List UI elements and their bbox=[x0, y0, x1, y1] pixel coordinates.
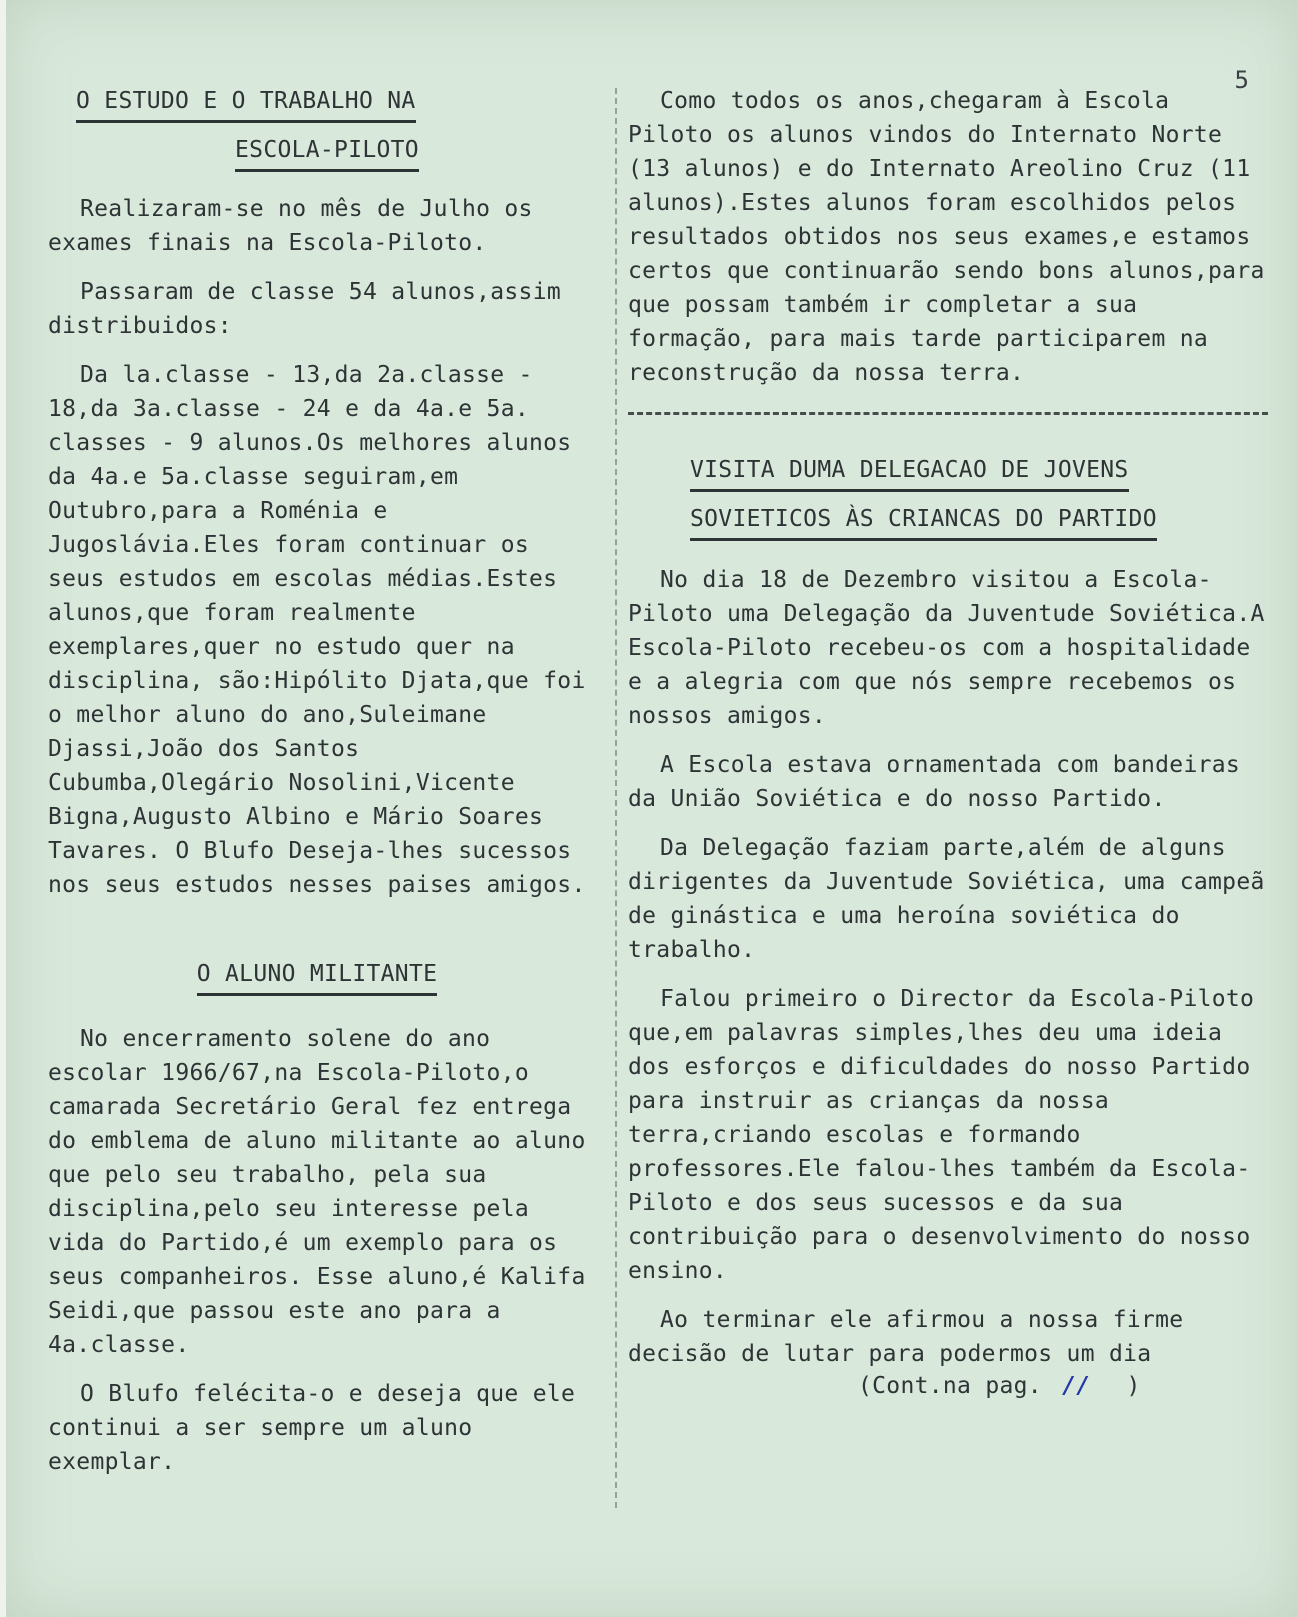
article-paragraph: Ao terminar ele afirmou a nossa firme decisão de lutar para podermos um dia bbox=[628, 1307, 1184, 1367]
article-title-text: O ALUNO MILITANTE bbox=[197, 957, 438, 996]
article-paragraph: Como todos os anos,chegaram à Escola Piloto os alunos vindos do Internato Norte (13 alunos) e do Internato Areolino Cruz (11 alunos).Estes alunos foram escolhidos pelos resultados obtidos nos seus exames,e estamos certos que continuarão sendo bons alunos,para que possam também ir completar a sua formação, para mais tarde participarem na reconstrução da nossa terra. bbox=[628, 88, 1265, 386]
article-title-second-line bbox=[628, 502, 1268, 563]
article-title bbox=[628, 453, 1268, 502]
handwritten-page-mark: // bbox=[1062, 1373, 1091, 1399]
continuation-note bbox=[628, 1369, 1268, 1403]
right-column bbox=[628, 84, 1268, 1403]
article-paragraph: Realizaram-se no mês de Julho os exames finais na Escola-Piloto. bbox=[48, 196, 533, 256]
article-paragraph: No dia 18 de Dezembro visitou a Escola-Piloto uma Delegação da Juventude Soviética.A Escola-Piloto recebeu-os com a hospitalidade e a alegria com que nós sempre recebemos os nossos amigos. bbox=[628, 567, 1265, 729]
left-column bbox=[48, 84, 586, 1494]
article-paragraph: Da Delegação faziam parte,além de alguns dirigentes da Juventude Soviética, uma campeã de ginástica e uma heroína soviética do trabalho. bbox=[628, 835, 1265, 963]
article-title-line2: ESCOLA-PILOTO bbox=[235, 133, 419, 172]
article-title-line1: VISITA DUMA DELEGACAO DE JOVENS bbox=[690, 453, 1129, 492]
column-divider bbox=[615, 88, 617, 1508]
article-title bbox=[48, 957, 586, 1022]
section-divider-rule bbox=[628, 412, 1268, 415]
article-paragraph: Da la.classe - 13,da 2a.classe - 18,da 3a.classe - 24 e da 4a.e 5a. classes - 9 alunos.Os melhores alunos da 4a.e 5a.classe seguiram,em Outubro,para a Roménia e Jugoslávia.Eles foram continuar os seus estudos em escolas médias.Estes alunos,que foram realmente exemplares,quer no estudo quer na disciplina, são:Hipólito Djata,que foi o melhor aluno do ano,Suleimane Djassi,João dos Santos Cubumba,Olegário Nosolini,Vicente Bigna,Augusto Albino e Mário Soares Tavares. O Blufo Deseja-lhes sucessos nos seus estudos nesses paises amigos. bbox=[48, 362, 586, 898]
article-paragraph: O Blufo felécita-o e deseja que ele continui a ser sempre um aluno exemplar. bbox=[48, 1381, 576, 1475]
continuation-prefix: (Cont.na pag. bbox=[858, 1373, 1042, 1399]
article-paragraph: No encerramento solene do ano escolar 1966/67,na Escola-Piloto,o camarada Secretário Geral fez entrega do emblema de aluno militante ao aluno que pelo seu trabalho, pela sua disciplina,pelo seu interesse pela vida do Partido,é um exemplo para os seus companheiros. Esse aluno,é Kalifa Seidi,que passou este ano para a 4a.classe. bbox=[48, 1026, 586, 1358]
article-title bbox=[48, 84, 586, 133]
continuation-suffix: ) bbox=[1126, 1373, 1141, 1399]
article-title-line2: SOVIETICOS ÀS CRIANCAS DO PARTIDO bbox=[690, 502, 1157, 541]
article-paragraph: Falou primeiro o Director da Escola-Piloto que,em palavras simples,lhes deu uma ideia dos esforços e dificuldades do nosso Partido para instruir as crianças da nossa terra,criando escolas e formando professores.Ele falou-lhes também da Escola-Piloto e dos seus sucessos e da sua contribuição para o desenvolvimento do nosso ensino. bbox=[628, 986, 1255, 1284]
article-title-line1: O ESTUDO E O TRABALHO NA bbox=[76, 84, 416, 123]
page-number: 5 bbox=[1234, 66, 1249, 94]
section-gap bbox=[48, 917, 586, 957]
article-paragraph: Passaram de classe 54 alunos,assim distribuidos: bbox=[48, 279, 562, 339]
article-paragraph: A Escola estava ornamentada com bandeiras da União Soviética e do nosso Partido. bbox=[628, 752, 1241, 812]
article-title-second-line bbox=[48, 133, 586, 192]
